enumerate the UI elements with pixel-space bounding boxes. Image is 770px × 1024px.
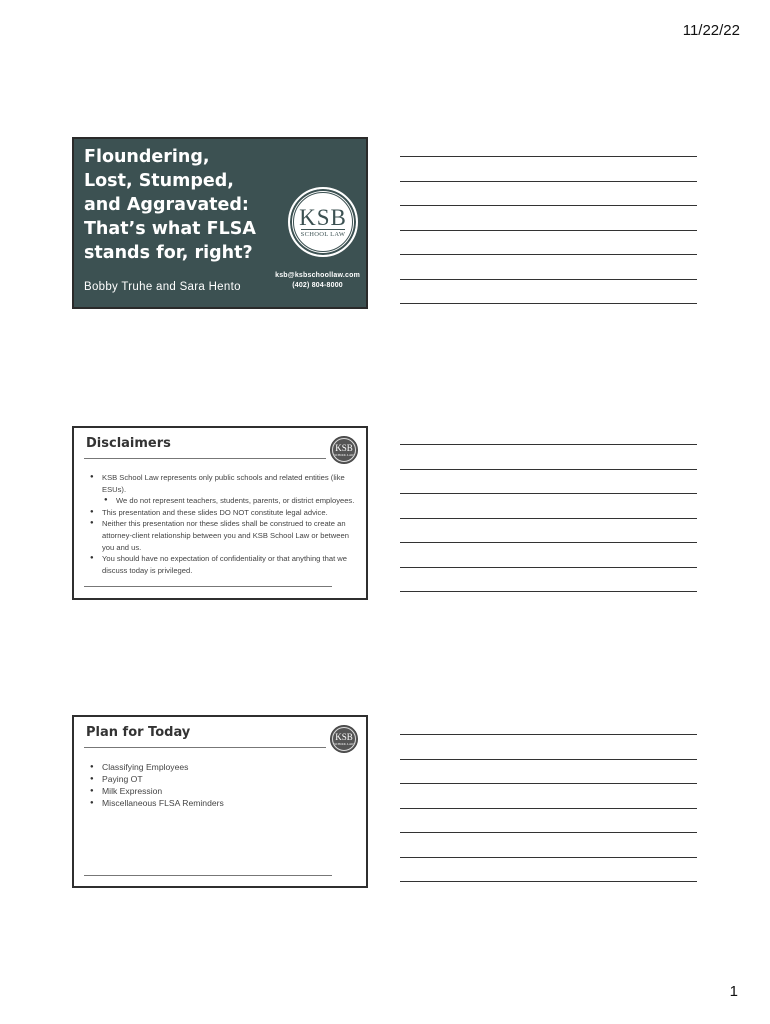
footer-divider [84,875,332,876]
title-slide [72,137,368,309]
logo-sub-text: SCHOOL LAW [334,452,354,457]
title-line: Floundering, [84,147,210,167]
title-line: Lost, Stumped, [84,171,234,191]
note-line [400,156,697,157]
contact-info [275,271,360,291]
note-line [400,783,697,784]
print-date: 11/22/22 [682,22,740,39]
note-line [400,518,697,519]
logo-sub-text: SCHOOL LAW [334,741,354,746]
note-line [400,881,697,882]
note-line [400,832,697,833]
note-line [400,279,697,280]
note-line [400,493,697,494]
title-line: stands for, right? [84,243,253,263]
note-line [400,469,697,470]
title-line: and Aggravated: [84,195,249,215]
presentation-title [84,145,284,265]
logo-ring [293,192,353,252]
list-item: ● Neither this presentation nor these slides shall be construed to create an attorney-client relationship between you and KSB School Law or between you and us. [86,518,358,553]
presenter-names: Bobby Truhe and Sara Hento [84,281,241,293]
logo-main-text: KSB [335,731,353,742]
note-line [400,254,697,255]
agenda-list [86,761,358,809]
disclaimers-slide [72,426,368,600]
list-subitem: ● We do not represent teachers, students, parents, or district employees. [86,495,358,507]
page-number: 1 [729,983,738,1000]
logo-sub-text: SCHOOL LAW [300,230,346,238]
note-line [400,759,697,760]
list-item: ● You should have no expectation of confidentiality or that anything that we discuss today is privileged. [86,553,358,576]
note-line [400,444,697,445]
footer-divider [84,586,332,587]
contact-email: ksb@ksbschoollaw.com [275,272,360,279]
disclaimer-list [86,472,358,576]
note-line [400,542,697,543]
slide-heading: Disclaimers [86,436,171,451]
note-line [400,591,697,592]
note-line [400,181,697,182]
note-line [400,734,697,735]
ksb-logo [288,187,358,257]
slide-heading: Plan for Today [86,725,191,740]
ksb-logo [330,436,358,464]
list-item: ● Classifying Employees [86,761,358,773]
list-item: ● This presentation and these slides DO NOT constitute legal advice. [86,507,358,519]
note-line [400,808,697,809]
logo-main-text: KSB [299,204,347,230]
note-line [400,303,697,304]
note-line [400,230,697,231]
contact-phone: (402) 804-8000 [292,282,343,289]
plan-slide [72,715,368,888]
title-line: That’s what FLSA [84,219,256,239]
ksb-logo [330,725,358,753]
note-line [400,567,697,568]
logo-ring [332,438,356,462]
list-item: ● Milk Expression [86,785,358,797]
heading-divider [84,747,326,748]
logo-main-text: KSB [335,442,353,453]
logo-ring [332,727,356,751]
list-item: ● KSB School Law represents only public schools and related entities (like ESUs). [86,472,358,495]
note-line [400,205,697,206]
heading-divider [84,458,326,459]
list-item: ● Miscellaneous FLSA Reminders [86,797,358,809]
list-item: ● Paying OT [86,773,358,785]
note-line [400,857,697,858]
